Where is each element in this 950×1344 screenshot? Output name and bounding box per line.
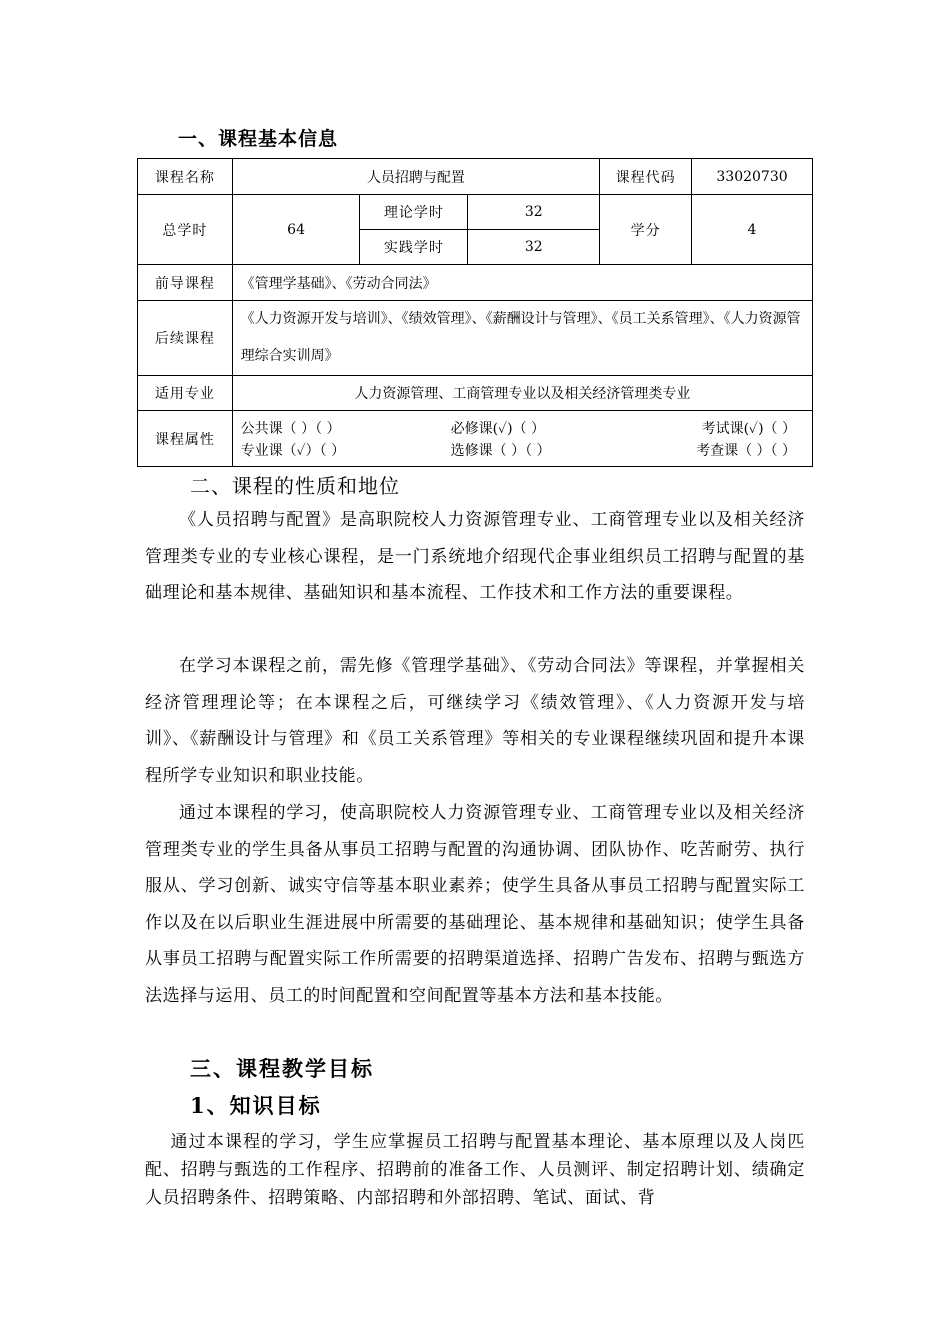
attr-exam-course: 考试课(✓)（ ） — [701, 420, 796, 437]
paragraph-nature-2: 在学习本课程之前，需先修《管理学基础》、《劳动合同法》等课程，并掌握相关经济管理理论等；在本课程之后，可继续学习《绩效管理》、《人力资源开发与培训》、《薪酬设计与管理》和《员工关系管理》等相关的专业课程继续巩固和提升本课程所学专业知识和职业技能。 — [145, 656, 805, 786]
course-info-table — [137, 158, 813, 467]
course-name-value: 人员招聘与配置 — [232, 159, 600, 195]
major-label: 适用专业 — [138, 376, 233, 411]
theory-hours-value: 32 — [468, 195, 600, 230]
course-attributes — [232, 411, 812, 467]
section-heading-objectives: 三、课程教学目标 — [190, 1056, 374, 1081]
prereq-value: 《管理学基础》、《劳动合同法》 — [232, 265, 812, 301]
prereq-label: 前导课程 — [138, 265, 233, 301]
paragraph-knowledge: 通过本课程的学习，学生应掌握员工招聘与配置基本理论、基本原理以及人岗匹配、招聘与甄选的工作程序、招聘前的准备工作、人员测评、制定招聘计划、绩确定人员招聘条件、招聘策略、内部招聘和外部招聘、笔试、面试、背 — [145, 1132, 805, 1208]
attr-elective-course: 选修课（ ）（ ） — [450, 442, 551, 459]
followup-value: 《人力资源开发与培训》、《绩效管理》、《薪酬设计与管理》、《员工关系管理》、《人力资源管理综合实训周》 — [232, 301, 812, 376]
attr-assessment-course: 考查课（ ）（ ） — [696, 442, 796, 459]
total-hours-value: 64 — [232, 195, 360, 265]
subheading-knowledge: 1、知识目标 — [190, 1093, 322, 1118]
course-name-label: 课程名称 — [138, 159, 233, 195]
credit-value: 4 — [692, 195, 813, 265]
course-code-label: 课程代码 — [600, 159, 692, 195]
attr-label: 课程属性 — [138, 411, 233, 467]
followup-label: 后续课程 — [138, 301, 233, 376]
section-heading-basic-info: 一、课程基本信息 — [178, 128, 339, 150]
practice-hours-value: 32 — [468, 230, 600, 265]
section-heading-nature: 二、课程的性质和地位 — [190, 474, 400, 498]
paragraph-nature-3: 通过本课程的学习，使高职院校人力资源管理专业、工商管理专业以及相关经济管理类专业的学生具备从事员工招聘与配置的沟通协调、团队协作、吃苦耐劳、执行服从、学习创新、诚实守信等基本职业素养；使学生具备从事员工招聘与配置实际工作以及在以后职业生涯进展中所需要的基础理论、基本规律和基础知识；使学生具备从事员工招聘与配置实际工作所需要的招聘渠道选择、招聘广告发布、招聘与甄选方法选择与运用、员工的时间配置和空间配置等基本方法和基本技能。 — [145, 803, 805, 1006]
credit-label: 学分 — [600, 195, 692, 265]
attr-public-course: 公共课（ ）（ ） — [240, 420, 341, 437]
paragraph-nature-1: 《人员招聘与配置》是高职院校人力资源管理专业、工商管理专业以及相关经济管理类专业的专业核心课程，是一门系统地介绍现代企事业组织员工招聘与配置的基础理论和基本规律、基础知识和基本流程、工作技术和工作方法的重要课程。 — [145, 510, 805, 603]
total-hours-label: 总学时 — [138, 195, 233, 265]
course-code-value: 33020730 — [692, 159, 813, 195]
theory-hours-label: 理论学时 — [360, 195, 468, 230]
practice-hours-label: 实践学时 — [360, 230, 468, 265]
attr-required-course: 必修课(✓)（ ） — [450, 420, 546, 437]
attr-major-course: 专业课（✓）（ ） — [240, 442, 346, 459]
major-value: 人力资源管理、工商管理专业以及相关经济管理类专业 — [232, 376, 812, 411]
